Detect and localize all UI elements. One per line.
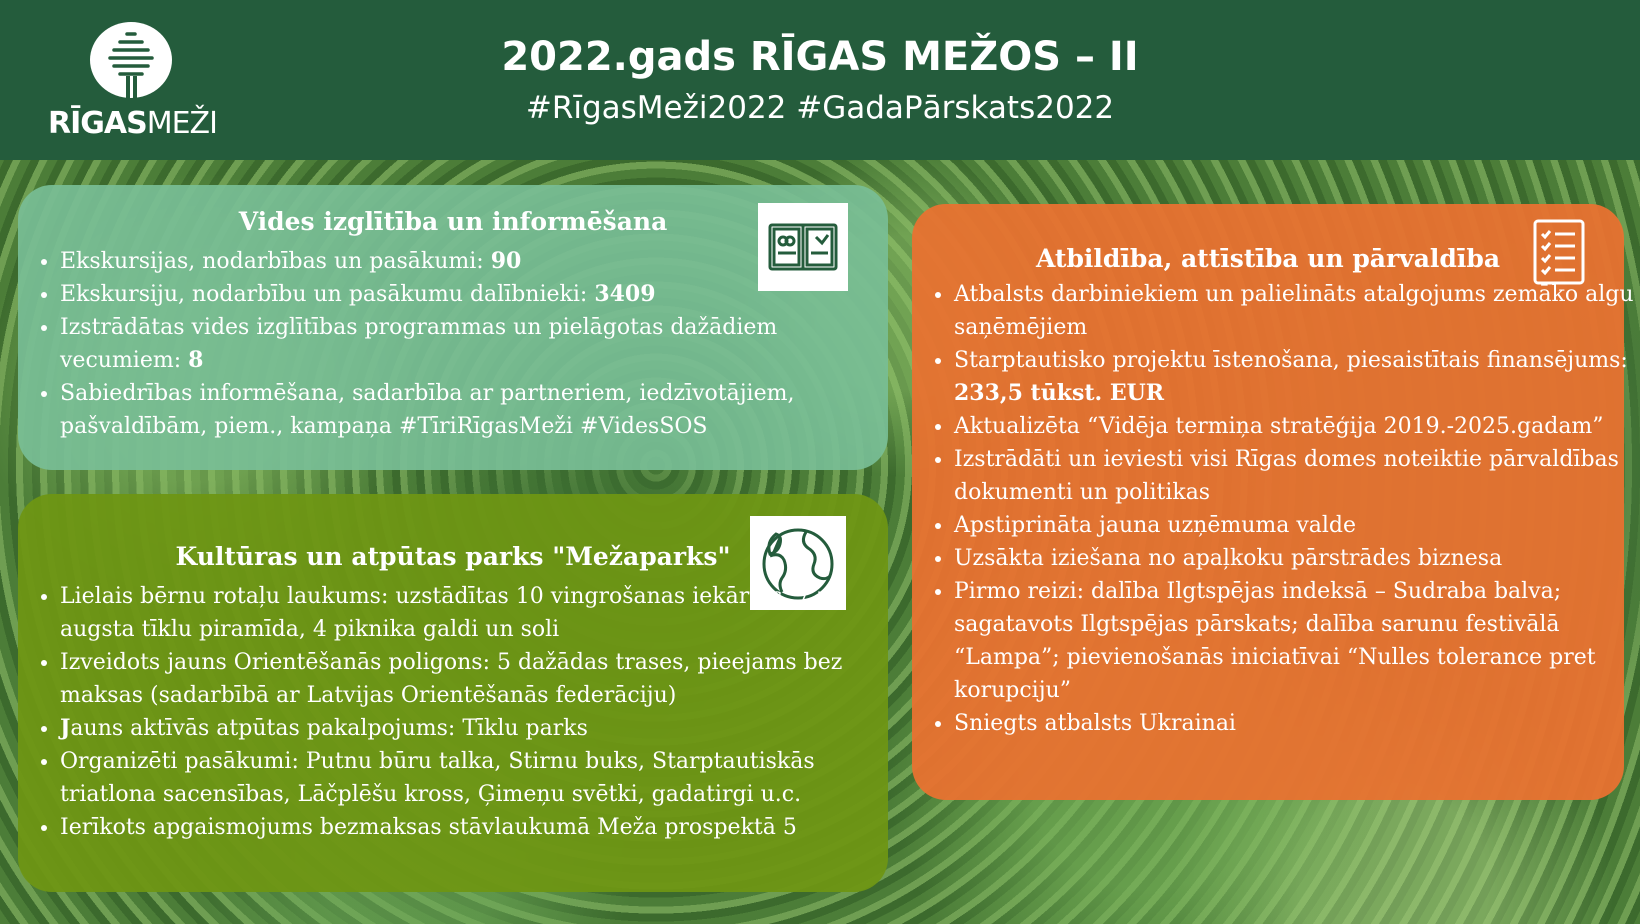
culture-list — [18, 580, 890, 844]
list-item: • Atbalsts darbiniekiem un palielināts atalgojums zemāko algu saņēmējiem — [954, 278, 1640, 344]
culture-title: Kultūras un atpūtas parks "Mežaparks" — [175, 542, 731, 571]
page-title: 2022.gads RĪGAS MEŽOS – II — [501, 34, 1139, 80]
list-item: • Apstiprināta jauna uzņēmuma valde — [954, 509, 1640, 542]
education-title: Vides izglītība un informēšana — [238, 207, 668, 236]
header-bar — [0, 0, 1640, 160]
education-list — [18, 245, 880, 443]
list-item: • Sniegts atbalsts Ukrainai — [954, 707, 1640, 740]
list-item: • Izstrādāti un ieviesti visi Rīgas domes noteiktie pārvaldības dokumenti un politikas — [954, 443, 1640, 509]
list-item: • Ekskursijas, nodarbības un pasākumi: 90 — [60, 245, 880, 278]
list-item: • Sabiedrības informēšana, sadarbība ar partneriem, iedzīvotājiem, pašvaldībām, piem., kampaņa #TīriRīgasMeži #VidesSOS — [60, 377, 880, 443]
list-item: • Organizēti pasākumi: Putnu būru talka, Stirnu buks, Starptautiskās triatlona sacensības, Lāčplēšu kross, Ģimeņu svētki, gadatirgi u.c. — [60, 745, 890, 811]
list-item: • Ierīkots apgaismojums bezmaksas stāvlaukumā Meža prospektā 5 — [60, 811, 890, 844]
list-item: • Aktualizēta “Vidēja termiņa stratēģija 2019.-2025.gadam” — [954, 410, 1640, 443]
responsibility-card — [912, 204, 1634, 800]
page-subtitle: #RīgasMeži2022 #GadaPārskats2022 — [525, 90, 1115, 126]
rigas-mezi-logo — [48, 22, 218, 142]
list-item: • Pirmo reizi: dalība Ilgtspējas indeksā – Sudraba balva; sagatavots Ilgtspējas pārskats; dalība sarunu festivālā “Lampa”; pievienošanās iniciatīvai “Nulles tolerance pret korupciju” — [954, 575, 1640, 707]
logo-wordmark: RĪGASMEŽI — [48, 106, 217, 141]
tree-logo-icon — [90, 22, 172, 98]
list-item: • Ekskursiju, nodarbību un pasākumu dalībnieki: 3409 — [60, 278, 880, 311]
list-item: • Izstrādātas vides izglītības programmas un pielāgotas dažādiem vecumiem: 8 — [60, 311, 880, 377]
list-item: • Starptautisko projektu īstenošana, piesaistītais finansējums: 233,5 tūkst. EUR — [954, 344, 1640, 410]
list-item: • Izveidots jauns Orientēšanās poligons: 5 dažādas trases, pieejams bez maksas (sadarbībā ar Latvijas Orientēšanās federāciju) — [60, 646, 890, 712]
list-item: • Uzsākta iziešana no apaļkoku pārstrādes biznesa — [954, 542, 1640, 575]
responsibility-list — [912, 278, 1640, 740]
list-item: • Lielais bērnu rotaļu laukums: uzstādītas 10 vingrošanas iekārtas, 7 m augsta tīklu piramīda, 4 piknika galdi un soli — [60, 580, 890, 646]
culture-card — [18, 494, 888, 892]
responsibility-title: Atbildība, attīstība un pārvaldība — [1035, 244, 1501, 273]
list-item: • Jauns aktīvās atpūtas pakalpojums: Tīklu parks — [60, 712, 890, 745]
education-card — [18, 185, 888, 470]
